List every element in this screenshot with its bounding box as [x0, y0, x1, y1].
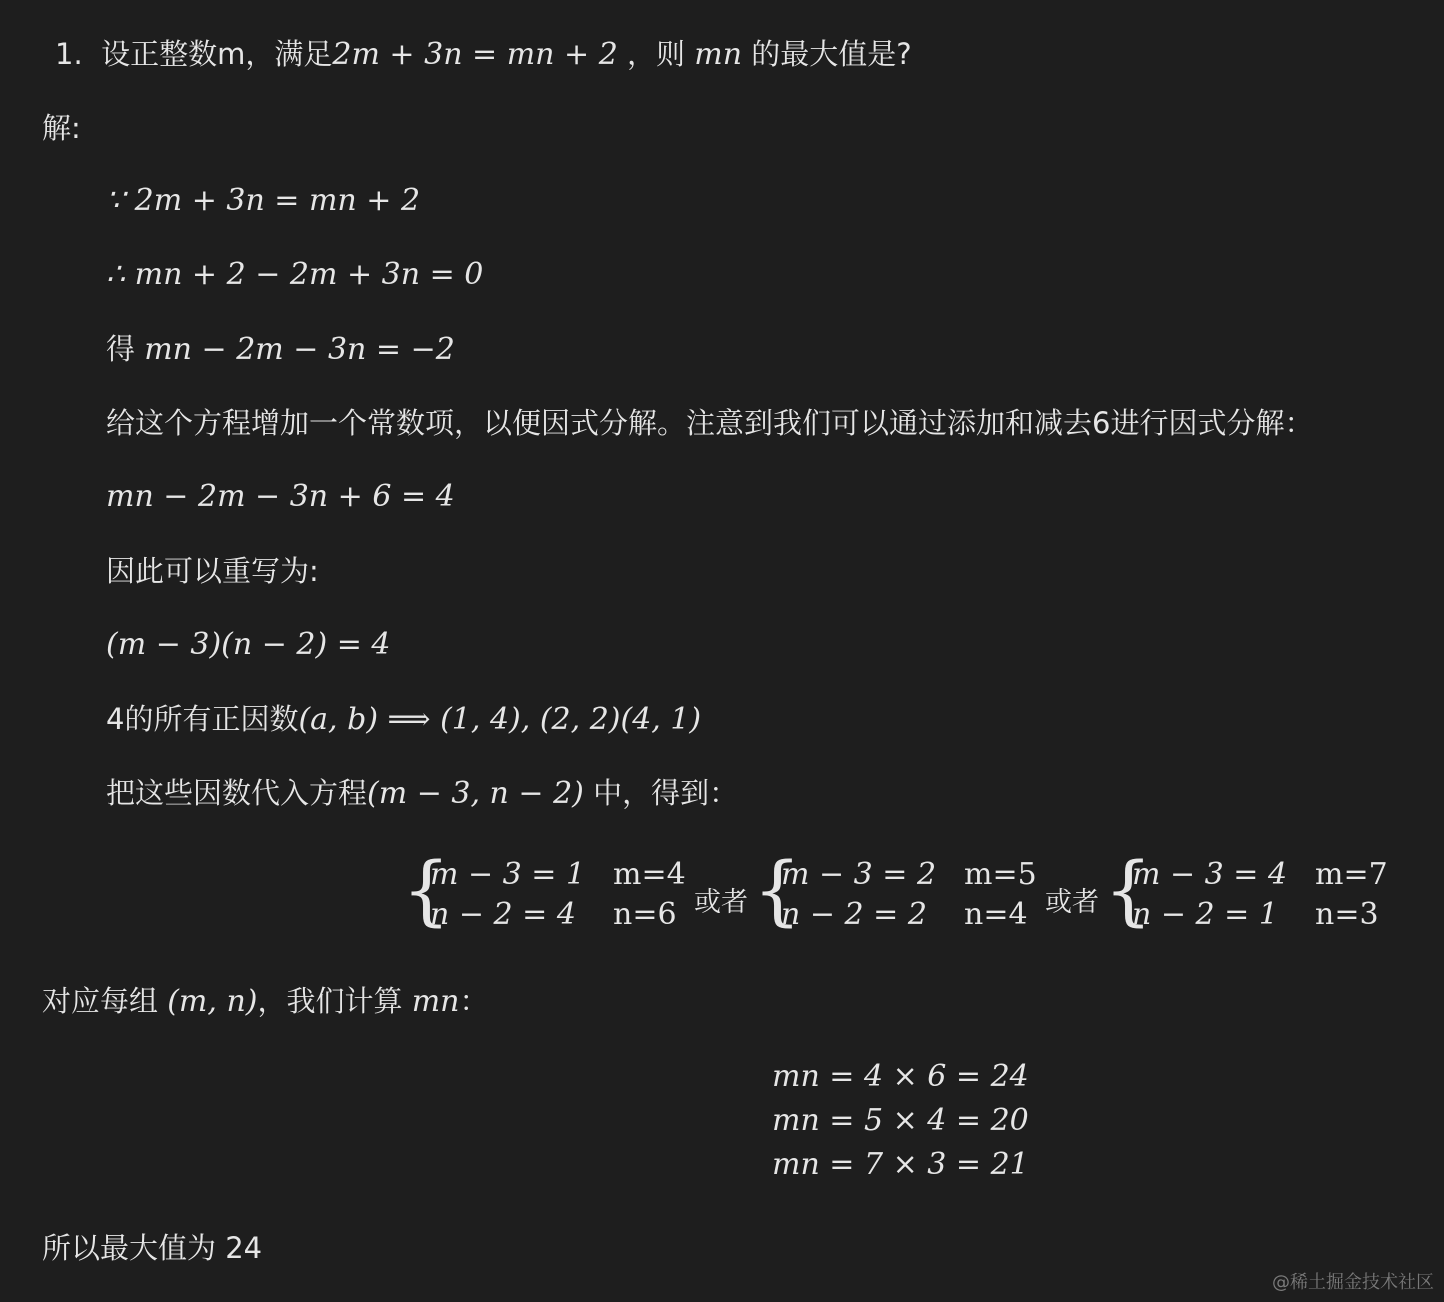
system-2-result-m: m=5 [964, 857, 1037, 892]
question-text-b: ，则 [627, 37, 686, 71]
solution-label: 解: [42, 111, 81, 145]
system-1-eq2: n − 2 = 4 [430, 897, 576, 932]
compute-prefix: 对应每组 [42, 984, 168, 1018]
step-2: ∴ mn + 2 − 2m + 3n = 0 [106, 257, 484, 292]
step-9-equation: (m − 3, n − 2) [367, 776, 584, 811]
step-8-prefix: 4的所有正因数 [106, 702, 299, 736]
system-3-result-m: m=7 [1315, 857, 1388, 892]
step-8-equation: (a, b) ⟹ (1, 4), (2, 2)(4, 1) [298, 702, 702, 737]
system-3-eq1: m − 3 = 4 [1132, 857, 1288, 892]
or-word: 或者 [1045, 887, 1099, 918]
system-1-result-n: n=6 [613, 897, 677, 932]
compute-mid: ，我们计算 [257, 984, 412, 1018]
compute-line [42, 981, 488, 1022]
conclusion: 所以最大值为 24 [42, 1231, 263, 1265]
compute-pair: (m, n) [167, 984, 258, 1019]
system-3-result-n: n=3 [1315, 897, 1379, 932]
compute-suffix: ： [459, 984, 489, 1018]
question-text-c: 的最大值是? [751, 37, 912, 71]
step-9 [106, 773, 738, 814]
step-6-text: 因此可以重写为: [106, 554, 319, 588]
compute-var: mn [411, 984, 460, 1019]
question-number: 1. [55, 37, 83, 71]
product-line: mn = 4 × 6 = 24 [772, 1059, 1029, 1094]
step-3-prefix: 得 [106, 332, 136, 366]
step-5: mn − 2m − 3n + 6 = 4 [106, 479, 455, 514]
question-var: mn [694, 37, 743, 72]
left-brace: { [753, 845, 802, 934]
system-2-result-n: n=4 [964, 897, 1028, 932]
step-1: ∵ 2m + 3n = mn + 2 [106, 183, 421, 218]
step-7: (m − 3)(n − 2) = 4 [106, 627, 391, 662]
step-8 [106, 699, 701, 740]
product-line: mn = 7 × 3 = 21 [772, 1147, 1029, 1182]
product-line: mn = 5 × 4 = 20 [772, 1103, 1029, 1138]
system-2-eq2: n − 2 = 2 [781, 897, 927, 932]
system-1-result-m: m=4 [613, 857, 686, 892]
or-word: 或者 [694, 887, 748, 918]
question-line [55, 34, 912, 75]
question-equation: 2m + 3n = mn + 2 [332, 37, 618, 72]
question-text-a: 设正整数m，满足 [101, 37, 333, 71]
system-2-eq1: m − 3 = 2 [781, 857, 937, 892]
step-9-suffix: 中，得到： [583, 776, 739, 810]
step-3-equation: mn − 2m − 3n = −2 [144, 332, 455, 367]
step-4-text: 给这个方程增加一个常数项，以便因式分解。注意到我们可以通过添加和减去6进行因式分解： [106, 406, 1314, 440]
system-3-eq2: n − 2 = 1 [1132, 897, 1278, 932]
system-1-eq1: m − 3 = 1 [430, 857, 586, 892]
step-3 [106, 329, 455, 370]
left-brace: { [402, 845, 451, 934]
left-brace: { [1104, 845, 1153, 934]
step-9-prefix: 把这些因数代入方程 [106, 776, 368, 810]
watermark: @稀土掘金技术社区 [1272, 1272, 1434, 1293]
